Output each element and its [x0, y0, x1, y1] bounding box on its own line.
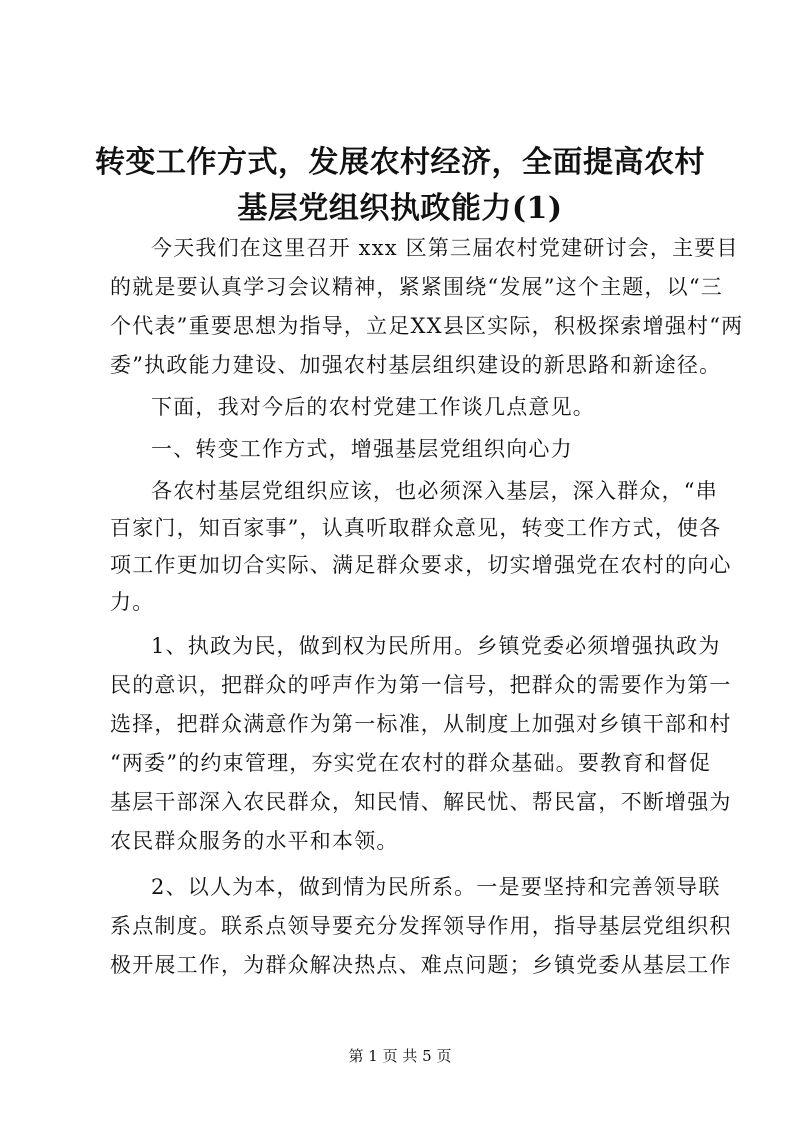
- document-title-line-1: 转变工作方式，发展农村经济，全面提高农村: [95, 145, 705, 180]
- body-line-8: 百家门，知百家事”，认真听取群众意见，转变工作方式，使各: [110, 516, 722, 540]
- document-title-line-2: 基层党组织执政能力(1): [237, 191, 563, 226]
- body-line-12: 民的意识，把群众的呼声作为第一信号，把群众的需要作为第一: [110, 673, 732, 697]
- body-line-11: 1、执政为民，做到权为民所用。乡镇党委必须增强执政为: [151, 634, 721, 658]
- body-line-3: 个代表”重要思想为指导，立足XX县区实际，积极探索增强村“两: [110, 314, 744, 338]
- body-line-10: 力。: [110, 590, 155, 614]
- body-line-14: “两委”的约束管理，夯实党在农村的群众基础。要教育和督促: [110, 751, 712, 775]
- body-line-16: 农民群众服务的水平和本领。: [110, 829, 399, 853]
- section-heading-1: 一、转变工作方式，增强基层党组织向心力: [151, 437, 573, 461]
- body-line-5: 下面，我对今后的农村党建工作谈几点意见。: [151, 395, 595, 419]
- body-line-9: 项工作更加切合实际、满足群众要求，切实增强党在农村的向心: [110, 553, 732, 577]
- body-line-2: 的就是要认真学习会议精神，紧紧围绕“发展”这个主题，以“三: [110, 275, 724, 299]
- body-line-7: 各农村基层党组织应该，也必须深入基层，深入群众，“串: [151, 479, 718, 503]
- body-line-17: 2、以人为本，做到情为民所系。一是要坚持和完善领导联: [151, 875, 721, 899]
- body-line-1: 今天我们在这里召开 xxx 区第三届农村党建研讨会，主要目: [151, 236, 739, 260]
- body-line-13: 选择，把群众满意作为第一标准，从制度上加强对乡镇干部和村: [110, 712, 732, 736]
- body-line-4: 委”执政能力建设、加强农村基层组织建设的新思路和新途径。: [110, 353, 722, 377]
- body-line-19: 极开展工作，为群众解决热点、难点问题；乡镇党委从基层工作: [110, 953, 732, 977]
- body-line-18: 系点制度。联系点领导要充分发挥领导作用，指导基层党组织积: [110, 914, 732, 938]
- body-line-15: 基层干部深入农民群众，知民情、解民忧、帮民富，不断增强为: [110, 790, 732, 814]
- page-footer: 第 1 页 共 5 页: [348, 1047, 452, 1065]
